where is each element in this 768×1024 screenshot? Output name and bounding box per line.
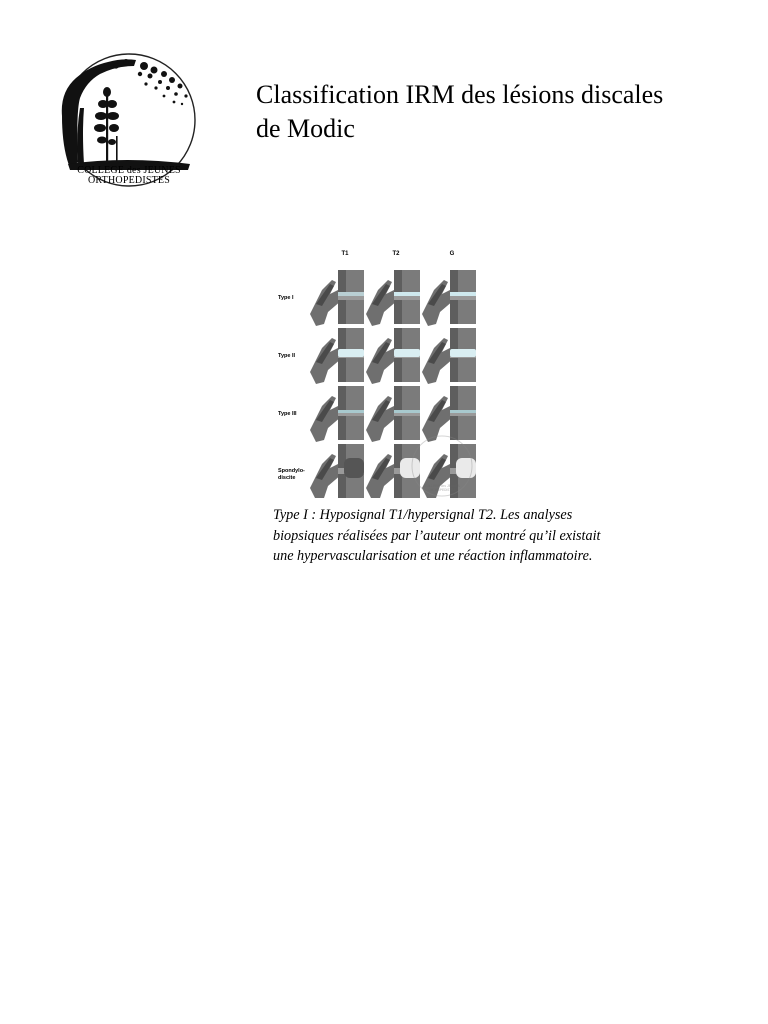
signal-band xyxy=(338,292,364,296)
row-label-spondylo: Spondylo- xyxy=(278,468,305,474)
logo-line-1: COLLEGE des JEUNES xyxy=(77,165,181,176)
college-logo xyxy=(56,52,202,192)
modic-figure xyxy=(274,240,480,498)
vertebra-panel xyxy=(366,386,420,442)
vertebra-panel xyxy=(366,328,420,384)
vertebra-panel xyxy=(310,270,364,326)
signal-band xyxy=(338,349,364,357)
modic-diagram xyxy=(274,240,480,498)
row-label-discite: discite xyxy=(278,475,296,481)
col-header-t1: T1 xyxy=(341,251,349,257)
signal-band xyxy=(394,292,420,296)
signal-band xyxy=(338,410,364,413)
col-header-t2: T2 xyxy=(392,251,400,257)
row-label-type-2: Type II xyxy=(278,353,296,359)
signal-band xyxy=(394,410,420,413)
row-label-type-3: Type III xyxy=(278,411,297,417)
signal-band xyxy=(400,458,420,478)
vertebra-panel xyxy=(366,444,420,498)
figure-caption: Type I : Hyposignal T1/hypersignal T2. Les analyses biopsiques réalisées par l’auteur ont montré qu’il existait une hypervascularisation et une réaction inflammatoire. xyxy=(273,507,601,564)
vertebra-panel xyxy=(422,270,476,326)
signal-band xyxy=(450,349,476,357)
signal-band xyxy=(450,292,476,296)
vertebra-panel xyxy=(422,328,476,384)
logo-line-2: ORTHOPEDISTES xyxy=(87,175,170,186)
row-label-type-1: Type I xyxy=(278,295,294,301)
signal-band xyxy=(456,458,476,478)
watermark-line-1: COLLEGE des JEUNES xyxy=(424,484,460,488)
vertebra-panel xyxy=(310,386,364,442)
watermark-line-2: ORTHOPEDISTES xyxy=(428,488,456,492)
col-header-g: G xyxy=(449,251,455,257)
signal-band xyxy=(344,458,364,478)
signal-band xyxy=(394,349,420,357)
signal-band xyxy=(450,410,476,413)
vertebra-panel xyxy=(366,270,420,326)
vertebra-panel xyxy=(422,386,476,442)
page-title: Classification IRM des lésions discales de Modic xyxy=(256,80,664,143)
vertebra-panel xyxy=(310,328,364,384)
vertebra-panel xyxy=(310,444,364,498)
